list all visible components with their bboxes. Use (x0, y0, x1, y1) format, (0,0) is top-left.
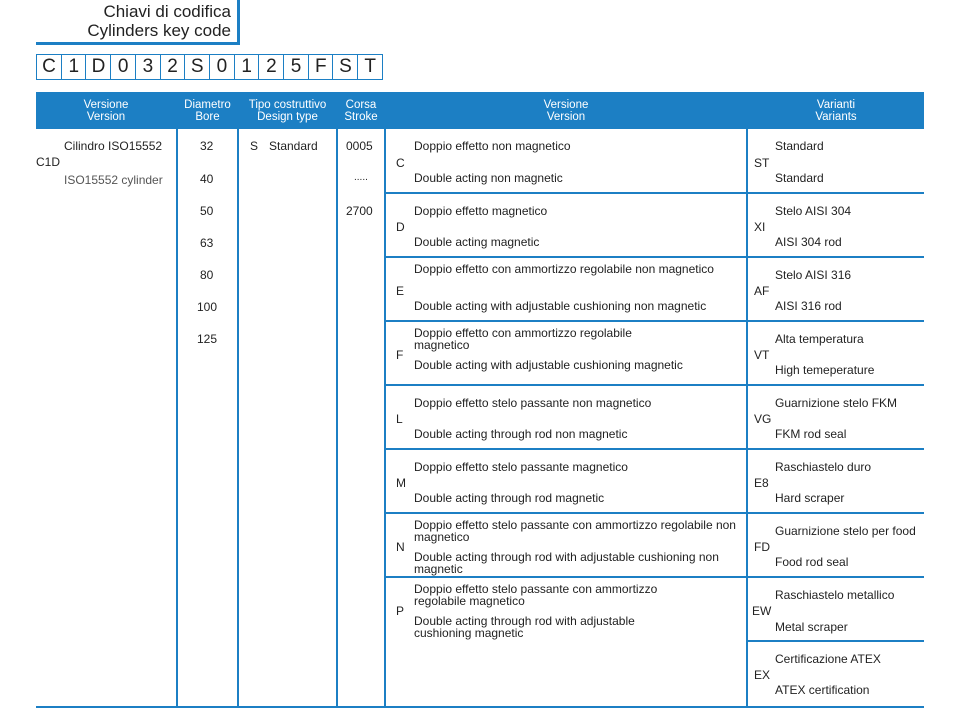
version-p-en: Double acting through rod with adjustable cushioning magnetic (414, 614, 635, 640)
variant-xi-it: Stelo AISI 304 (775, 204, 852, 218)
header-stroke-en: Stroke (344, 110, 378, 123)
variant-xi-en: AISI 304 rod (775, 235, 842, 249)
bore-value: 40 (200, 172, 214, 186)
version-d-it: Doppio effetto magnetico (414, 204, 548, 218)
version-code-f: F (396, 348, 404, 362)
row-divider (748, 576, 924, 578)
version-e-it: Doppio effetto con ammortizzo regolabile non magnetico (414, 262, 714, 276)
version-code-e: E (396, 284, 405, 298)
bore-value: 100 (197, 300, 218, 314)
header-bore-en: Bore (195, 110, 220, 123)
table-bottom-line (36, 706, 924, 708)
version-d-en: Double acting magnetic (414, 235, 540, 249)
variant-af-it: Stelo AISI 316 (775, 268, 852, 282)
header-version (36, 92, 176, 129)
header-design (239, 92, 336, 129)
code-char: D (85, 54, 111, 80)
code-char: C (36, 54, 62, 80)
variant-e8-en: Hard scraper (775, 491, 845, 505)
row-divider (384, 448, 748, 450)
code-example (36, 54, 382, 80)
header-design-en: Design type (257, 110, 318, 123)
stroke-ellipsis: ..... (354, 172, 368, 183)
code-char: S (332, 54, 358, 80)
code-char: 2 (258, 54, 284, 80)
row-divider (748, 640, 924, 642)
column-divider (176, 92, 178, 707)
variant-st-it: Standard (775, 139, 824, 153)
version-e-en: Double acting with adjustable cushioning non magnetic (414, 299, 707, 313)
header-bore-it: Diametro (184, 98, 231, 111)
row-divider (748, 384, 924, 386)
header-version-en: Version (86, 110, 126, 123)
code-char: 2 (160, 54, 186, 80)
row-divider (748, 256, 924, 258)
version-code-d: D (396, 220, 405, 234)
design-label: Standard (269, 139, 318, 153)
code-char: 0 (209, 54, 235, 80)
row-divider (748, 512, 924, 514)
variant-ew-en: Metal scraper (775, 620, 848, 634)
version-desc-en: ISO15552 cylinder (64, 173, 163, 187)
code-char: 1 (234, 54, 260, 80)
row-divider (748, 448, 924, 450)
variant-code-af: AF (754, 284, 770, 298)
header-stroke-it: Corsa (345, 98, 377, 111)
version-code-c: C (396, 156, 405, 170)
variant-ex-it: Certificazione ATEX (775, 652, 881, 666)
variant-vt-en: High temeperature (775, 363, 875, 377)
header-variants-en: Variants (815, 110, 857, 123)
code-char: 0 (110, 54, 136, 80)
version-f-en: Double acting with adjustable cushioning magnetic (414, 358, 683, 372)
row-divider (748, 320, 924, 322)
version-m-en: Double acting through rod magnetic (414, 491, 605, 505)
column-divider (336, 92, 338, 707)
version-code-l: L (396, 412, 403, 426)
bore-value: 63 (200, 236, 214, 250)
bore-value: 32 (200, 139, 214, 153)
variant-ex-en: ATEX certification (775, 683, 870, 697)
variant-code-vt: VT (754, 348, 770, 362)
variant-code-ew: EW (752, 604, 772, 618)
title-block (36, 0, 240, 45)
stroke-min: 0005 (346, 139, 373, 153)
title-english: Cylinders key code (87, 21, 231, 40)
row-divider (384, 384, 748, 386)
header-variants-it: Varianti (816, 98, 856, 111)
variant-code-e8: E8 (754, 476, 769, 490)
code-char: 5 (283, 54, 309, 80)
version-p-it: Doppio effetto stelo passante con ammortizzo regolabile magnetico (414, 582, 658, 608)
version-desc-it: Cilindro ISO15552 (64, 139, 163, 153)
version-l-it: Doppio effetto stelo passante non magnetico (414, 396, 652, 410)
row-divider (384, 512, 748, 514)
code-char: T (357, 54, 383, 80)
row-divider (384, 576, 748, 578)
header-version2-it: Versione (543, 98, 589, 111)
version-code-p: P (396, 604, 405, 618)
row-divider (384, 320, 748, 322)
code-char: 1 (61, 54, 87, 80)
header-bore (178, 92, 237, 129)
header-variants (748, 92, 924, 129)
row-divider (384, 192, 748, 194)
version-f-it: Doppio effetto con ammortizzo regolabile magnetico (414, 326, 632, 352)
variant-code-fd: FD (754, 540, 770, 554)
version-n-en: Double acting through rod with adjustable cushioning non magnetic (414, 550, 719, 576)
column-divider (384, 92, 386, 707)
variant-fd-en: Food rod seal (775, 555, 849, 569)
variant-code-vg: VG (754, 412, 772, 426)
code-char: 3 (135, 54, 161, 80)
version-m-it: Doppio effetto stelo passante magnetico (414, 460, 628, 474)
bore-value: 80 (200, 268, 214, 282)
version-n-it: Doppio effetto stelo passante con ammortizzo regolabile non magnetico (414, 518, 736, 544)
header-version-it: Versione (83, 98, 129, 111)
variant-fd-it: Guarnizione stelo per food (775, 524, 916, 538)
column-divider (746, 92, 748, 707)
stroke-max: 2700 (346, 204, 373, 218)
variant-code-st: ST (754, 156, 770, 170)
variant-af-en: AISI 316 rod (775, 299, 842, 313)
title-italian: Chiavi di codifica (103, 2, 231, 21)
bore-value: 50 (200, 204, 214, 218)
variant-code-ex: EX (754, 668, 771, 682)
header-stroke (338, 92, 384, 129)
variant-vg-en: FKM rod seal (775, 427, 847, 441)
row-divider (384, 256, 748, 258)
variant-vt-it: Alta temperatura (775, 332, 864, 346)
variant-vg-it: Guarnizione stelo FKM (775, 396, 898, 410)
variant-e8-it: Raschiastelo duro (775, 460, 872, 474)
header-design-it: Tipo costruttivo (248, 98, 327, 111)
variant-ew-it: Raschiastelo metallico (775, 588, 895, 602)
code-char: F (308, 54, 334, 80)
code-char: S (184, 54, 210, 80)
header-version-2 (386, 92, 746, 129)
version-c-en: Double acting non magnetic (414, 171, 563, 185)
design-code: S (250, 139, 259, 153)
row-divider (748, 192, 924, 194)
variant-st-en: Standard (775, 171, 824, 185)
bore-value: 125 (197, 332, 218, 346)
column-divider (237, 92, 239, 707)
version-code: C1D (36, 155, 61, 169)
header-version2-en: Version (546, 110, 586, 123)
version-c-it: Doppio effetto non magnetico (414, 139, 571, 153)
variant-code-xi: XI (754, 220, 766, 234)
version-code-n: N (396, 540, 405, 554)
version-code-m: M (396, 476, 406, 490)
version-l-en: Double acting through rod non magnetic (414, 427, 628, 441)
